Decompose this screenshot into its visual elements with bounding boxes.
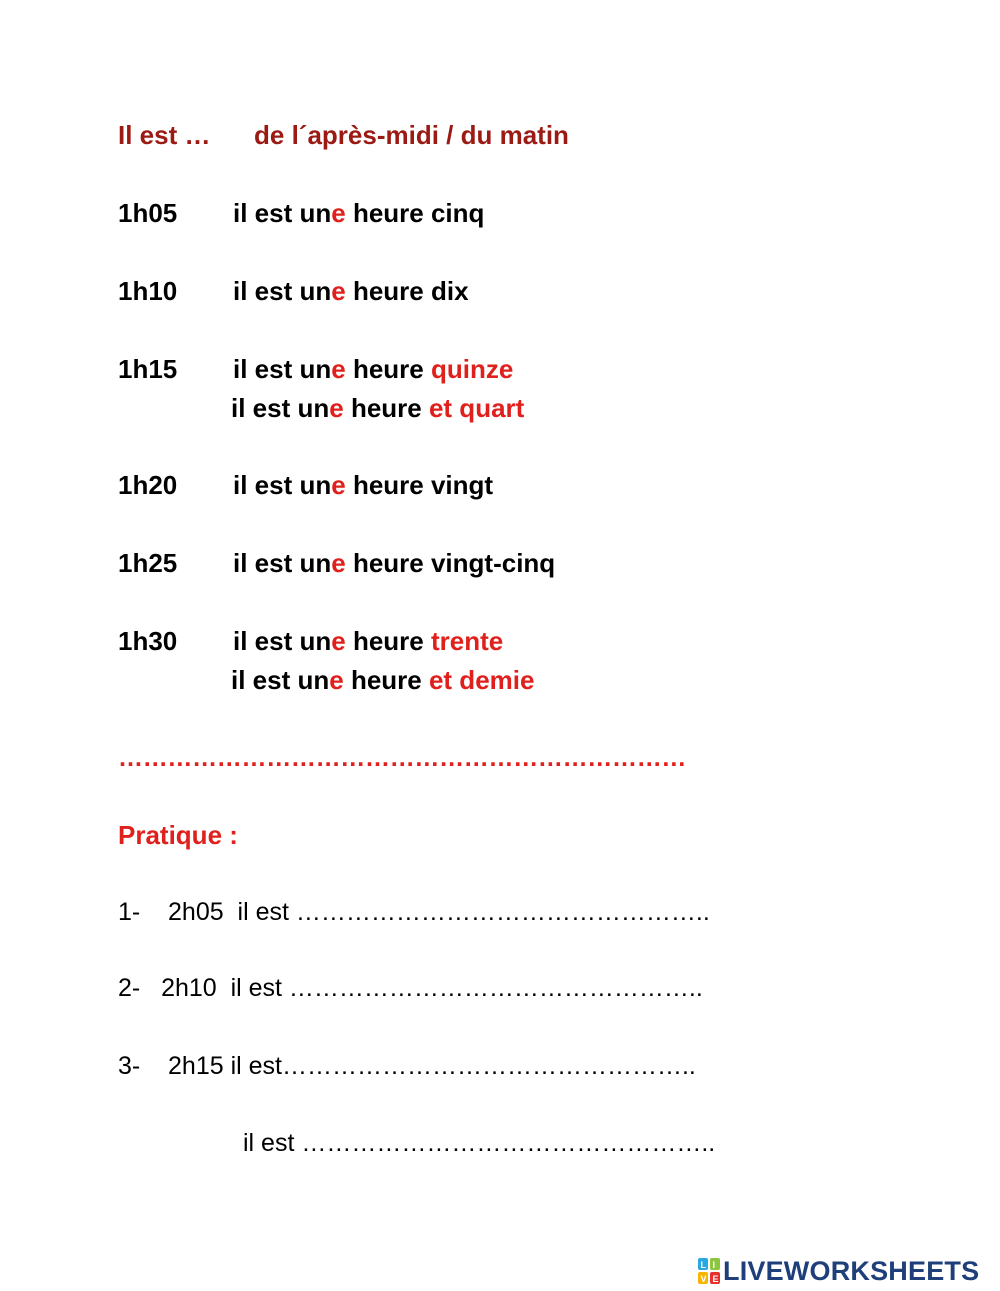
time-label: 1h05 <box>118 198 178 228</box>
highlight-word: quinze <box>430 354 514 384</box>
phrase-part: il est un <box>231 665 330 695</box>
time-label: 1h10 <box>118 276 178 306</box>
feminine-ending: e <box>329 665 344 695</box>
phrase-part: heure <box>343 665 429 695</box>
svg-text:V: V <box>700 1274 707 1284</box>
feminine-ending: e <box>331 470 346 500</box>
phrase-part: il est un <box>233 470 332 500</box>
practice-item[interactable]: il est ………………………………………….. <box>243 1129 716 1157</box>
highlight-word: et quart <box>428 393 525 423</box>
time-phrase <box>233 200 484 226</box>
title-suffix: de l´après-midi / du matin <box>254 120 569 150</box>
time-label: 1h20 <box>118 470 178 500</box>
dotted-divider: …………………………………………………………… <box>118 744 687 772</box>
feminine-ending: e <box>331 626 346 656</box>
practice-heading: Pratique : <box>118 820 238 850</box>
phrase-part: il est un <box>233 198 332 228</box>
time-label: 1h15 <box>118 354 178 384</box>
time-phrase <box>233 550 555 576</box>
feminine-ending: e <box>331 276 346 306</box>
time-phrase <box>233 356 513 382</box>
phrase-part: il est un <box>233 276 332 306</box>
phrase-part: il est un <box>233 626 332 656</box>
phrase-part: il est un <box>231 393 330 423</box>
phrase-part: il est un <box>233 548 332 578</box>
phrase-part: heure dix <box>345 276 469 306</box>
phrase-part: heure vingt-cinq <box>345 548 556 578</box>
practice-item[interactable]: 1- 2h05 il est ………………………………………….. <box>118 898 710 926</box>
practice-item[interactable]: 2- 2h10 il est ………………………………………….. <box>118 974 703 1002</box>
practice-item[interactable]: 3- 2h15 il est………………………………………….. <box>118 1052 696 1080</box>
svg-text:E: E <box>712 1274 719 1284</box>
highlight-word: et demie <box>428 665 535 695</box>
feminine-ending: e <box>329 393 344 423</box>
time-phrase <box>233 628 503 654</box>
phrase-part: heure cinq <box>345 198 485 228</box>
phrase-part: heure vingt <box>345 470 494 500</box>
title-prefix: Il est … <box>118 120 211 150</box>
feminine-ending: e <box>331 548 346 578</box>
liveworksheets-logo-icon <box>698 1258 720 1284</box>
svg-text:I: I <box>712 1260 716 1270</box>
time-phrase <box>233 278 469 304</box>
time-phrase <box>233 472 493 498</box>
logo-text: LIVEWORKSHEETS <box>723 1255 980 1286</box>
svg-text:L: L <box>700 1260 706 1270</box>
phrase-part: il est un <box>233 354 332 384</box>
phrase-part: heure <box>345 354 431 384</box>
feminine-ending: e <box>331 198 346 228</box>
liveworksheets-logo <box>698 1256 979 1286</box>
phrase-part: heure <box>343 393 429 423</box>
feminine-ending: e <box>331 354 346 384</box>
highlight-word: trente <box>430 626 504 656</box>
time-phrase <box>231 667 534 693</box>
phrase-part: heure <box>345 626 431 656</box>
time-label: 1h25 <box>118 548 178 578</box>
time-label: 1h30 <box>118 626 178 656</box>
time-phrase <box>231 395 524 421</box>
